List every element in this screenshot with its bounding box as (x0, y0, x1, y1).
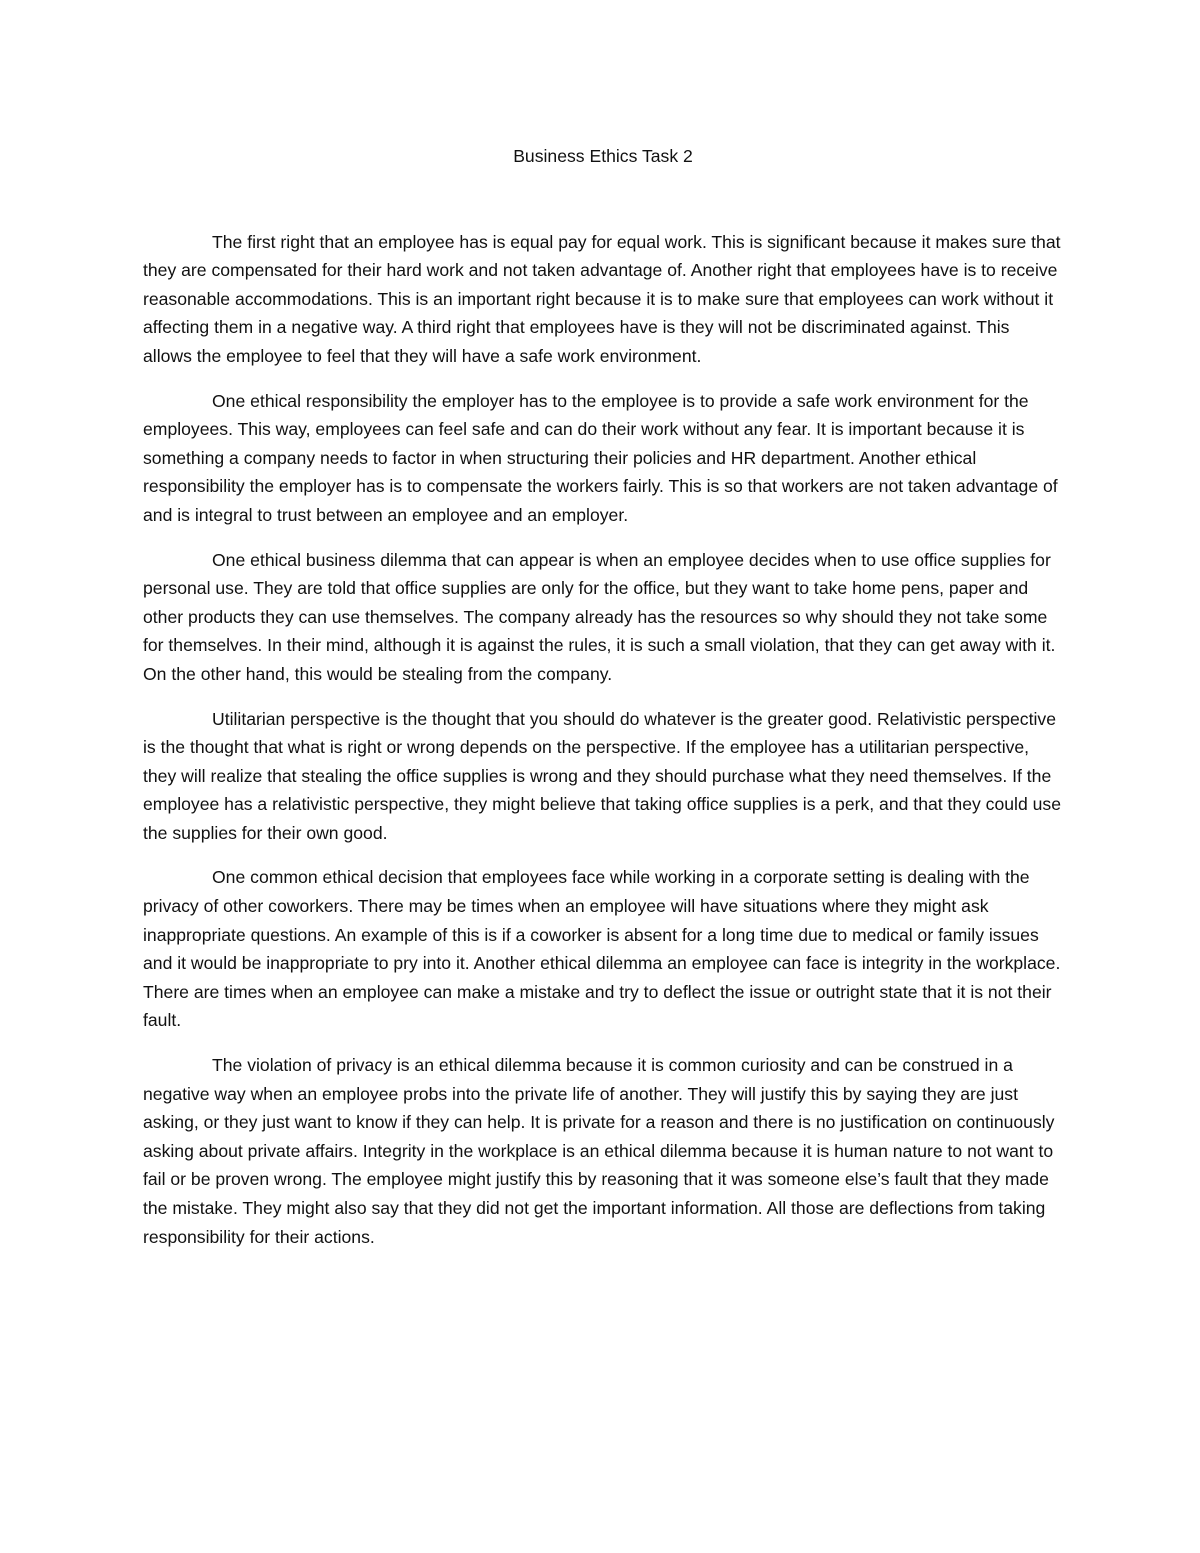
document-title: Business Ethics Task 2 (513, 146, 693, 166)
paragraph-employer-responsibilities: One ethical responsibility the employer has to the employee is to provide a safe work environment for the employees. This way, employees can feel safe and can do their work without any fear. It is important because it is something a company needs to factor in when structuring their policies and HR department. Another ethical responsibility the employer has is to compensate the workers fairly. This is so that workers are not taken advantage of and is integral to trust between an employee and an employer. (143, 390, 1058, 525)
paragraph-employee-rights: The first right that an employee has is equal pay for equal work. This is significant because it makes sure that they are compensated for their hard work and not taken advantage of. Another right that employees have is to receive reasonable accommodations. This is an important right because it is to make sure that employees can work without it affecting them in a negative way. A third right that employees have is they will not be discriminated against. This allows the employee to feel that they will have a safe work environment. (143, 231, 1061, 366)
paragraph-business-dilemma: One ethical business dilemma that can appear is when an employee decides when to use office supplies for personal use. They are told that office supplies are only for the office, but they want to take home pens, paper and other products they can use themselves. The company already has the resources so why should they not take some for themselves. In their mind, although it is against the rules, it is such a small violation, that they can get away with it. On the other hand, this would be stealing from the company. (143, 549, 1056, 684)
paragraph-privacy-integrity: The violation of privacy is an ethical dilemma because it is common curiosity and can be construed in a negative way when an employee probs into the private life of another. They will justify this by saying they are just asking, or they just want to know if they can help. It is private for a reason and there is no justification on continuously asking about private affairs. Integrity in the workplace is an ethical dilemma because it is human nature to not want to fail or be proven wrong. The employee might justify this by reasoning that it was someone else’s fault that they made the mistake. They might also say that they did not get the important information. All those are deflections from taking responsibility for their actions. (143, 1055, 1055, 1247)
paragraph-perspectives: Utilitarian perspective is the thought that you should do whatever is the greater good. Relativistic perspective is the thought that what is right or wrong depends on the perspective. If the employee has a utilitarian perspective, they will realize that stealing the office supplies is wrong and they should purchase what they need themselves. If the employee has a relativistic perspective, they might believe that taking office supplies is a perk, and that they could use the supplies for their own good. (143, 708, 1061, 843)
paragraph-common-decisions: One common ethical decision that employees face while working in a corporate setting is dealing with the privacy of other coworkers. There may be times when an employee will have situations where they might ask inappropriate questions. An example of this is if a coworker is absent for a long time due to medical or family issues and it would be inappropriate to pry into it. Another ethical dilemma an employee can face is integrity in the workplace. There are times when an employee can make a mistake and try to deflect the issue or outright state that it is not their fault. (143, 867, 1061, 1031)
document-body (143, 142, 1063, 1251)
